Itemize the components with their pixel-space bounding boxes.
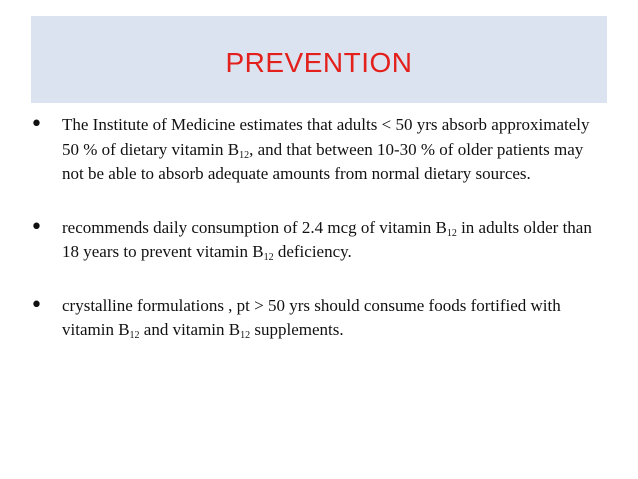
subscript: 12 bbox=[263, 252, 274, 263]
slide-title: PREVENTION bbox=[225, 46, 413, 78]
bullet-text: The Institute of Medicine estimates that adults < 50 yrs absorb approximately 50 % of dietary vitamin B bbox=[62, 115, 590, 159]
bullet-dot-icon: • bbox=[30, 112, 43, 137]
subscript: 12 bbox=[239, 149, 250, 161]
bullet-dot-icon: • bbox=[30, 292, 43, 318]
bullet-text: crystalline formulations , pt > 50 yrs should consume foods fortified with vitamin B bbox=[62, 295, 561, 339]
subscript: 12 bbox=[240, 330, 251, 341]
bullet-text: deficiency. bbox=[273, 242, 352, 261]
bullet-text: in adults older than 18 years to prevent vitamin B bbox=[62, 217, 592, 261]
bullet-item bbox=[30, 216, 600, 265]
bullet-text: and vitamin B bbox=[139, 320, 241, 339]
bullet-list bbox=[30, 113, 600, 372]
subscript: 12 bbox=[446, 227, 457, 239]
bullet-text: supplements. bbox=[250, 320, 344, 339]
bullet-item bbox=[30, 294, 600, 343]
bullet-item bbox=[30, 113, 600, 187]
bullet-text: , and that between 10-30 % of older patients may not be able to absorb adequate amounts from normal dietary sources. bbox=[62, 139, 584, 183]
bullet-text: recommends daily consumption of 2.4 mcg of vitamin B bbox=[62, 217, 447, 237]
bullet-dot-icon: • bbox=[30, 214, 43, 240]
subscript: 12 bbox=[129, 330, 140, 341]
title-band bbox=[31, 16, 607, 103]
